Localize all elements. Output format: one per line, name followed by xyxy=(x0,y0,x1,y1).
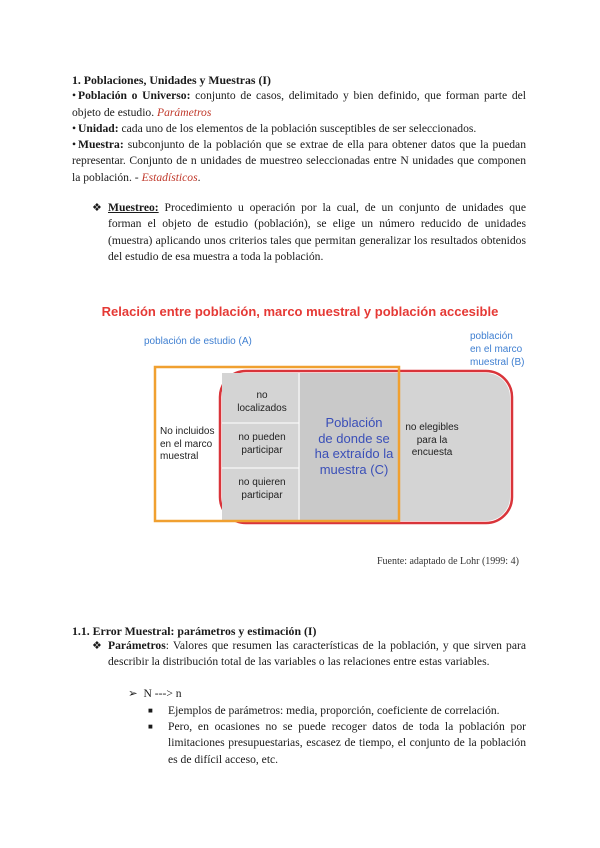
muestra-definition: • Muestra: subconjunto de la población que se extrae de ella para obtener datos que la puedan representar. Conjunto de n unidades de muestreo seleccionadas entre N unidades que componen la población. - Estadísticos. xyxy=(72,138,526,184)
muestra-term: Muestra: xyxy=(78,138,124,152)
parametros-text: : Valores que resumen las características de la población, y que sirven para describir la distribución total de las variables o las relaciones entre estas variables. xyxy=(108,639,526,669)
parametros-term: Parámetros xyxy=(108,639,166,652)
square-bullet-icon: ■ xyxy=(148,706,153,715)
section-1-1 xyxy=(72,623,526,639)
arrow-bullet-icon: ➢ xyxy=(128,687,138,700)
list-item-1: ■ Ejemplos de parámetros: media, proporción, coeficiente de correlación. xyxy=(168,703,526,719)
diamond-bullet-icon: ❖ xyxy=(92,640,102,652)
section-1 xyxy=(72,72,526,186)
diagram-source: Fuente: adaptado de Lohr (1999: 4) xyxy=(377,556,519,567)
n-arrow-line xyxy=(128,686,182,700)
muestreo-text: Procedimiento u operación por la cual, de un conjunto de unidades que forman el objeto de estudio (población), se elige un número reducido de unidades (muestra) aplicando unos criterios tales que permitan generalizar los resultados obtenidos del estudio de esa muestra a toda la población. xyxy=(108,201,526,263)
square-bullet-icon: ■ xyxy=(148,722,153,731)
no-elegibles-label: no elegibles para la encuesta xyxy=(405,422,459,458)
poblacion-tag: Parámetros xyxy=(157,105,212,119)
list-item-2: ■ Pero, en ocasiones no se puede recoger datos de toda la población por limitaciones presupuestarias, escasez de tiempo, el conjunto de la población es de difícil acceso, etc. xyxy=(148,720,526,766)
unidad-definition: • Unidad: cada uno de los elementos de la población susceptibles de ser seleccionados. xyxy=(72,121,477,135)
poblacion-text: conjunto de casos, delimitado y bien definido, que forman parte del objeto de estudio. xyxy=(72,89,526,119)
no-incluidos-label: No incluidos en el marco muestral xyxy=(160,426,215,462)
label-marco-muestral: población en el marco muestral (B) xyxy=(470,331,525,368)
unidad-text: cada uno de los elementos de la población susceptibles de ser seleccionados. xyxy=(118,121,477,135)
muestra-text: subconjunto de la población que se extrae de ella para obtener datos que la puedan representar. Conjunto de n unidades de muestreo seleccionadas entre N unidades que componen la población. - xyxy=(72,138,526,184)
n-arrow-text: N ---> n xyxy=(143,687,182,700)
unidad-term: Unidad: xyxy=(78,121,119,135)
parametros-definition xyxy=(92,638,526,671)
sampling-diagram xyxy=(0,296,600,576)
poblacion-c-label: Población de donde se ha extraído la muestra (C) xyxy=(314,415,394,477)
section-1-title: 1. Poblaciones, Unidades y Muestras (I) xyxy=(72,73,271,87)
no-quieren-label: no quieren participar xyxy=(238,477,286,501)
no-localizados-label: no localizados xyxy=(237,390,287,414)
poblacion-term: Población o Universo: xyxy=(78,89,191,103)
muestreo-term: Muestreo: xyxy=(108,201,159,214)
label-poblacion-estudio: población de estudio (A) xyxy=(144,336,252,347)
no-pueden-label: no pueden participar xyxy=(238,432,286,456)
muestreo-definition xyxy=(92,200,526,265)
diagram-title: Relación entre población, marco muestral y población accesible xyxy=(101,304,499,319)
section-1-1-title: 1.1. Error Muestral: parámetros y estimación (I) xyxy=(72,624,317,638)
diagram-shapes xyxy=(0,296,600,536)
poblacion-definition: • Población o Universo: conjunto de casos, delimitado y bien definido, que forman parte del objeto de estudio. Parámetros xyxy=(72,89,526,119)
diamond-bullet-icon: ❖ xyxy=(92,202,102,214)
muestra-tag: Estadísticos xyxy=(141,170,198,184)
